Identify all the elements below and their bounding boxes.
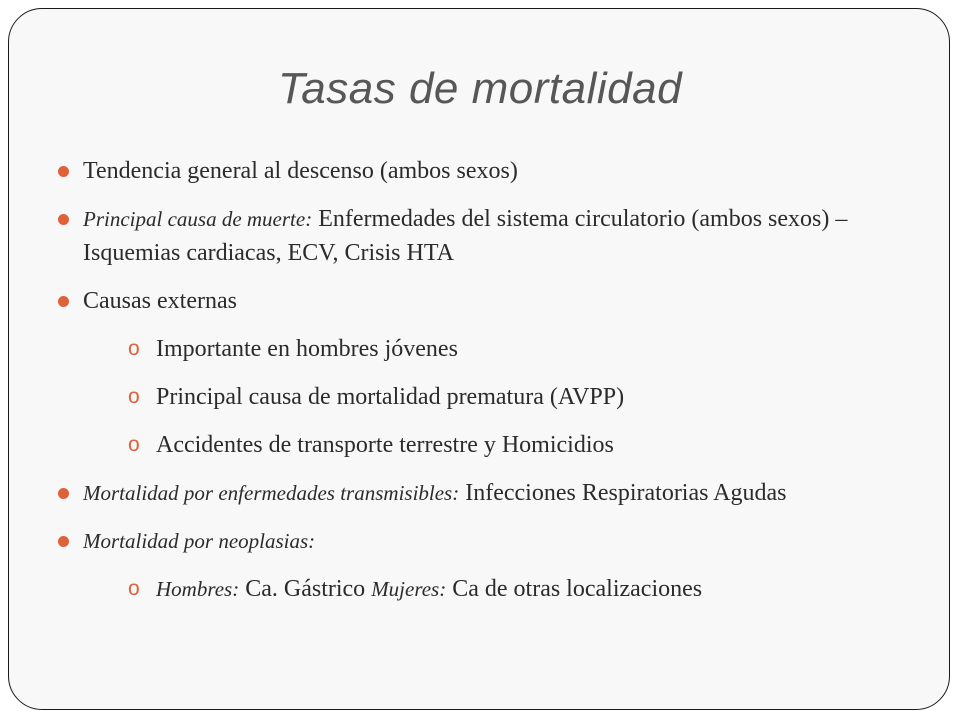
bullet-italic-label: Principal causa de muerte: bbox=[83, 207, 313, 231]
circle-marker-icon: o bbox=[128, 385, 140, 408]
bullet-text: Tendencia general al descenso (ambos sexos) bbox=[83, 158, 518, 184]
sub-bullet-item bbox=[58, 332, 908, 366]
circle-marker-icon: o bbox=[128, 577, 140, 600]
sub-bullet-text: Accidentes de transporte terrestre y Homicidios bbox=[156, 432, 614, 458]
men-text: Ca. Gástrico bbox=[245, 576, 366, 602]
bullet-item bbox=[58, 524, 908, 558]
bullet-dot-icon bbox=[58, 214, 69, 225]
bullet-text: Infecciones Respiratorias Agudas bbox=[465, 480, 787, 506]
bullet-text: Causas externas bbox=[83, 288, 237, 314]
bullet-item bbox=[58, 476, 908, 510]
bullet-text: Enfermedades del sistema circulatorio (ambos sexos) – Isquemias cardiacas, ECV, Crisis HTA bbox=[83, 206, 848, 266]
bullet-item bbox=[58, 202, 908, 270]
bullet-dot-icon bbox=[58, 166, 69, 177]
bullet-dot-icon bbox=[58, 488, 69, 499]
circle-marker-icon: o bbox=[128, 433, 140, 456]
bullet-dot-icon bbox=[58, 296, 69, 307]
women-label: Mujeres: bbox=[371, 577, 447, 601]
sub-bullet-text: Principal causa de mortalidad prematura (AVPP) bbox=[156, 384, 625, 410]
sub-bullet-item bbox=[58, 428, 908, 462]
bullet-italic-label: Mortalidad por enfermedades transmisibles: bbox=[83, 481, 460, 505]
circle-marker-icon: o bbox=[128, 337, 140, 360]
slide-title: Tasas de mortalidad bbox=[277, 64, 683, 113]
bullet-italic-label: Mortalidad por neoplasias: bbox=[83, 529, 316, 553]
bullet-dot-icon bbox=[58, 536, 69, 547]
sub-bullet-item bbox=[58, 380, 908, 414]
men-label: Hombres: bbox=[156, 577, 240, 601]
women-text: Ca de otras localizaciones bbox=[452, 576, 703, 602]
bullet-list bbox=[58, 154, 908, 620]
bullet-item bbox=[58, 154, 908, 188]
bullet-item bbox=[58, 284, 908, 318]
sub-bullet-item bbox=[58, 572, 908, 606]
sub-bullet-text: Importante en hombres jóvenes bbox=[156, 336, 458, 362]
